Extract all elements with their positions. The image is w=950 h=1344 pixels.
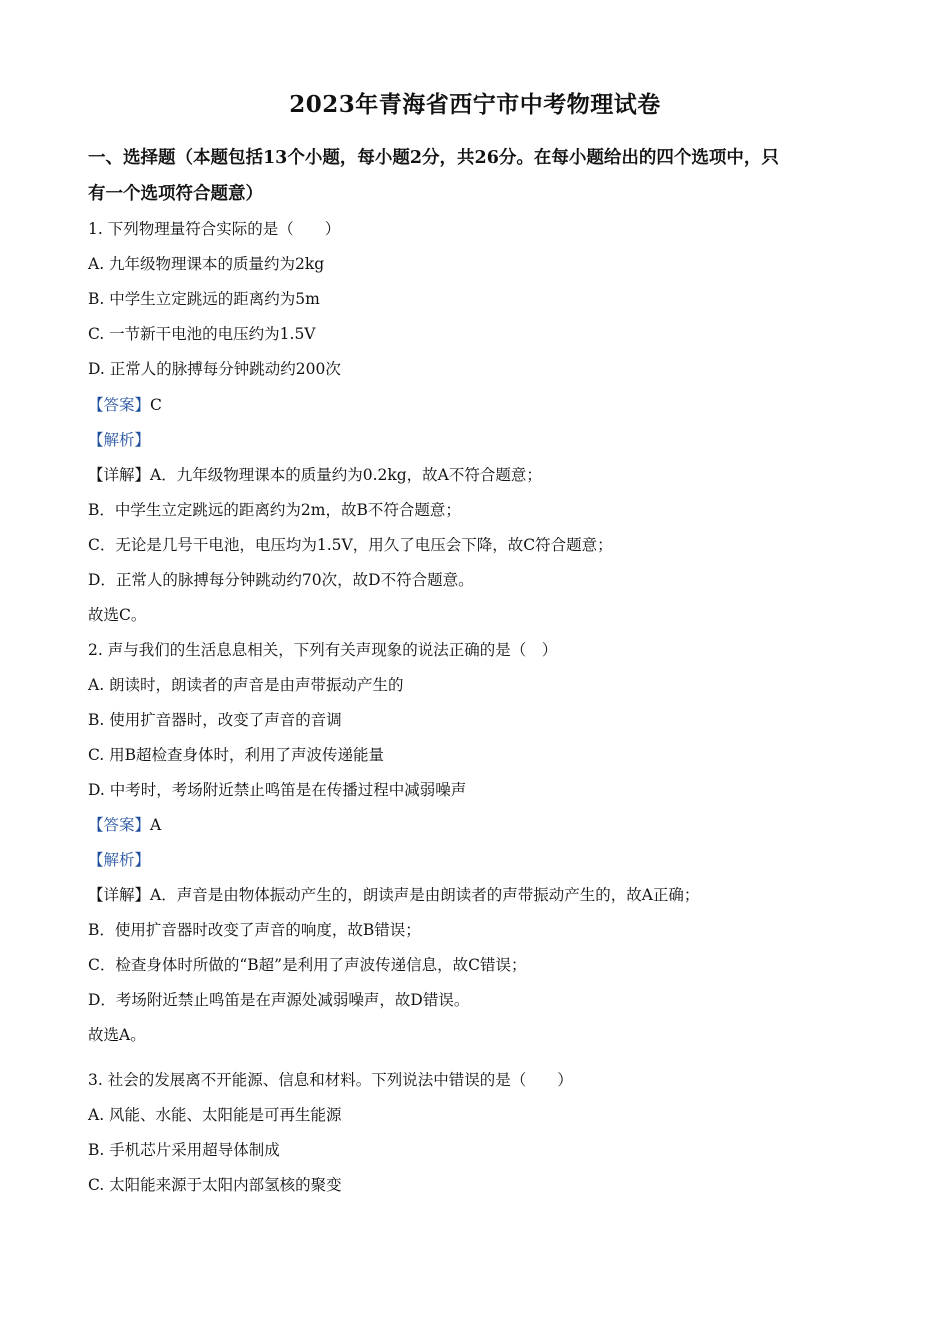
q1-answer-tag: 【答案】	[88, 396, 151, 414]
q2-answer	[88, 814, 888, 836]
q1-option-b: B. 中学生立定跳远的距离约为5m	[88, 290, 320, 308]
section-heading-line1: 一、选择题（本题包括13个小题，每小题2分，共26分。在每小题给出的四个选项中，只	[88, 148, 779, 168]
q2-analysis-tag: 【解析】	[88, 851, 151, 869]
q2-option-b: B. 使用扩音器时，改变了声音的音调	[88, 711, 342, 729]
q1-stem: 1. 下列物理量符合实际的是（ ）	[88, 220, 341, 238]
q1-option-a: A. 九年级物理课本的质量约为2kg	[88, 255, 325, 273]
q3-option-b: B. 手机芯片采用超导体制成	[88, 1141, 280, 1159]
q2-detail-a-text: A．声音是由物体振动产生的，朗读声是由朗读者的声带振动产生的，故A正确；	[150, 886, 700, 904]
q3-stem: 3. 社会的发展离不开能源、信息和材料。下列说法中错误的是（ ）	[88, 1071, 573, 1089]
q2-detail-tag: 【详解】	[88, 886, 151, 904]
q2-option-a: A. 朗读时，朗读者的声音是由声带振动产生的	[88, 676, 404, 694]
q1-option-d: D. 正常人的脉搏每分钟跳动约200次	[88, 360, 341, 378]
section-heading-line2: 有一个选项符合题意）	[88, 184, 263, 204]
q2-detail-c: C．检查身体时所做的“B超”是利用了声波传递信息，故C错误；	[88, 956, 527, 974]
q2-option-c: C. 用B超检查身体时，利用了声波传递能量	[88, 746, 385, 764]
q2-detail-d: D．考场附近禁止鸣笛是在声源处减弱噪声，故D错误。	[88, 991, 470, 1009]
q1-answer-value: C	[150, 396, 162, 414]
q2-detail-a	[88, 884, 888, 906]
q1-conclusion: 故选C。	[88, 606, 147, 624]
q2-option-d: D. 中考时，考场附近禁止鸣笛是在传播过程中减弱噪声	[88, 781, 467, 799]
q2-answer-tag: 【答案】	[88, 816, 151, 834]
q1-detail-b: B．中学生立定跳远的距离约为2m，故B不符合题意；	[88, 501, 461, 519]
q1-answer	[88, 394, 888, 416]
q1-detail-d: D．正常人的脉搏每分钟跳动约70次，故D不符合题意。	[88, 571, 474, 589]
q2-detail-b: B．使用扩音器时改变了声音的响度，故B错误；	[88, 921, 421, 939]
q1-option-c: C. 一节新干电池的电压约为1.5V	[88, 325, 316, 343]
q2-analysis	[88, 849, 888, 871]
q2-stem: 2. 声与我们的生活息息相关，下列有关声现象的说法正确的是（ ）	[88, 641, 558, 659]
q1-detail-tag: 【详解】	[88, 466, 151, 484]
q1-detail-a	[88, 464, 888, 486]
q1-analysis	[88, 429, 888, 451]
q1-analysis-tag: 【解析】	[88, 431, 151, 449]
q1-detail-a-text: A．九年级物理课本的质量约为0.2kg，故A不符合题意；	[150, 466, 542, 484]
q2-answer-value: A	[150, 816, 162, 834]
q3-option-c: C. 太阳能来源于太阳内部氢核的聚变	[88, 1176, 342, 1194]
document-title: 2023年青海省西宁市中考物理试卷	[289, 91, 661, 118]
q1-detail-c: C．无论是几号干电池，电压均为1.5V，用久了电压会下降，故C符合题意；	[88, 536, 613, 554]
q2-conclusion: 故选A。	[88, 1026, 146, 1044]
q3-option-a: A. 风能、水能、太阳能是可再生能源	[88, 1106, 342, 1124]
